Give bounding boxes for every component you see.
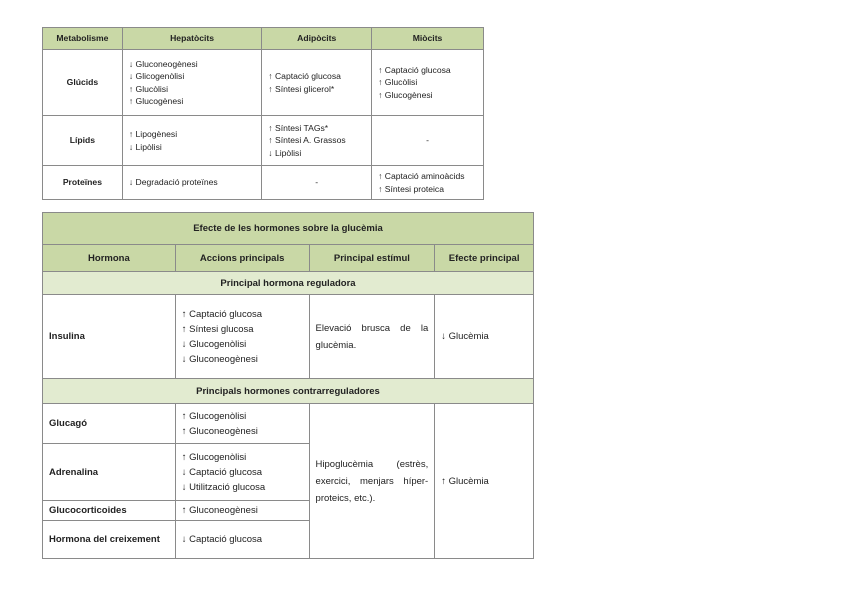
- row-glucids: [43, 50, 484, 116]
- cell-line: ↑ Síntesi A. Grassos: [268, 135, 346, 146]
- cell-line: ↓ Lipòlisi: [128, 141, 162, 152]
- glucago-actions-cell: [175, 404, 309, 444]
- header-estimul: Principal estímul: [309, 245, 435, 272]
- section-row-contrarreguladores: [43, 379, 534, 404]
- cell-line: ↓ Glicogenòlisi: [128, 71, 185, 81]
- lipids-hepatocits-cell: [122, 116, 261, 166]
- cell-line: ↓ Utilització glucosa: [181, 481, 266, 493]
- cell-line: ↑ Captació glucosa: [268, 71, 341, 81]
- insulina-effect-cell: ↓ Glucèmia: [435, 295, 534, 379]
- cell-line: ↑ Glucogenòlisi: [181, 410, 247, 422]
- hormone-name-insulina: Insulina: [43, 295, 176, 379]
- proteines-adipocits-cell: -: [262, 166, 372, 200]
- row-lipids: [43, 116, 484, 166]
- insulina-actions-cell: [175, 295, 309, 379]
- hormones-title-row: [43, 213, 534, 245]
- section-row-reguladora: [43, 272, 534, 295]
- cell-line: ↑ Síntesi glucosa: [181, 323, 254, 335]
- header-metabolisme: Metabolisme: [43, 28, 123, 50]
- cell-line: ↑ Síntesi proteica: [378, 183, 445, 194]
- cell-line: ↑ Captació aminoàcids: [378, 171, 465, 181]
- row-proteines: [43, 166, 484, 200]
- cell-line: ↓ Gluconeogènesi: [181, 353, 258, 365]
- row-label-proteines: Proteïnes: [43, 166, 123, 200]
- row-glucago: [43, 404, 534, 444]
- metabolism-header-row: [43, 28, 484, 50]
- counter-effect-cell: ↑ Glucèmia: [435, 404, 534, 559]
- proteines-miocits-cell: [372, 166, 484, 200]
- header-hepatocits: Hepatòcits: [122, 28, 261, 50]
- creixement-actions-cell: ↓ Captació glucosa: [175, 521, 309, 559]
- cell-line: ↑ Captació glucosa: [181, 308, 263, 320]
- cell-line: ↑ Gluconeogènesi: [181, 425, 258, 437]
- metabolism-table: [42, 27, 484, 200]
- cell-line: ↓ Captació glucosa: [181, 466, 263, 478]
- header-adipocits: Adipòcits: [262, 28, 372, 50]
- cell-line: ↑ Glucogenòlisi: [181, 451, 247, 463]
- hormones-header-row: [43, 245, 534, 272]
- counter-stimulus-cell: Hipoglucèmia (estrès, exercici, menjars híper-proteics, etc.).: [309, 404, 435, 559]
- header-miocits: Miòcits: [372, 28, 484, 50]
- cell-line: ↑ Glucogènesi: [378, 89, 433, 100]
- insulina-stimulus-cell: Elevació brusca de la glucèmia.: [309, 295, 435, 379]
- row-label-lipids: Lípids: [43, 116, 123, 166]
- header-accions: Accions principals: [175, 245, 309, 272]
- cell-line: ↑ Síntesi glicerol*: [268, 83, 335, 94]
- hormones-table: [42, 212, 534, 559]
- hormone-name-glucocorticoides: Glucocorticoides: [43, 501, 176, 521]
- cell-line: ↑ Síntesi TAGs*: [268, 122, 329, 133]
- hormone-name-glucago: Glucagó: [43, 404, 176, 444]
- row-insulina: [43, 295, 534, 379]
- lipids-adipocits-cell: [262, 116, 372, 166]
- header-hormona: Hormona: [43, 245, 176, 272]
- section-heading: Principals hormones contrarreguladores: [43, 379, 534, 404]
- hormone-name-adrenalina: Adrenalina: [43, 444, 176, 501]
- section-heading: Principal hormona reguladora: [43, 272, 534, 295]
- adrenalina-actions-cell: [175, 444, 309, 501]
- proteines-hepatocits-cell: ↓ Degradació proteïnes: [122, 166, 261, 200]
- cell-line: ↑ Glucòlisi: [378, 77, 418, 88]
- cell-line: ↑ Lipogènesi: [128, 129, 178, 139]
- lipids-miocits-cell: -: [372, 116, 484, 166]
- cell-line: ↑ Captació glucosa: [378, 64, 451, 75]
- glucids-adipocits-cell: [262, 50, 372, 116]
- cell-line: ↓ Gluconeogènesi: [128, 58, 198, 69]
- glucids-miocits-cell: [372, 50, 484, 116]
- cell-line: ↓ Lipòlisi: [268, 147, 302, 158]
- cell-line: ↑ Glucogènesi: [128, 96, 184, 106]
- cell-line: ↑ Glucòlisi: [128, 83, 169, 94]
- row-label-glucids: Glúcids: [43, 50, 123, 116]
- glucocorticoides-actions-cell: ↑ Gluconeogènesi: [175, 501, 309, 521]
- glucids-hepatocits-cell: [122, 50, 261, 116]
- hormone-name-creixement: Hormona del creixement: [43, 521, 176, 559]
- table-title: Efecte de les hormones sobre la glucèmia: [43, 213, 534, 245]
- header-efecte: Efecte principal: [435, 245, 534, 272]
- cell-line: ↓ Glucogenòlisi: [181, 338, 247, 350]
